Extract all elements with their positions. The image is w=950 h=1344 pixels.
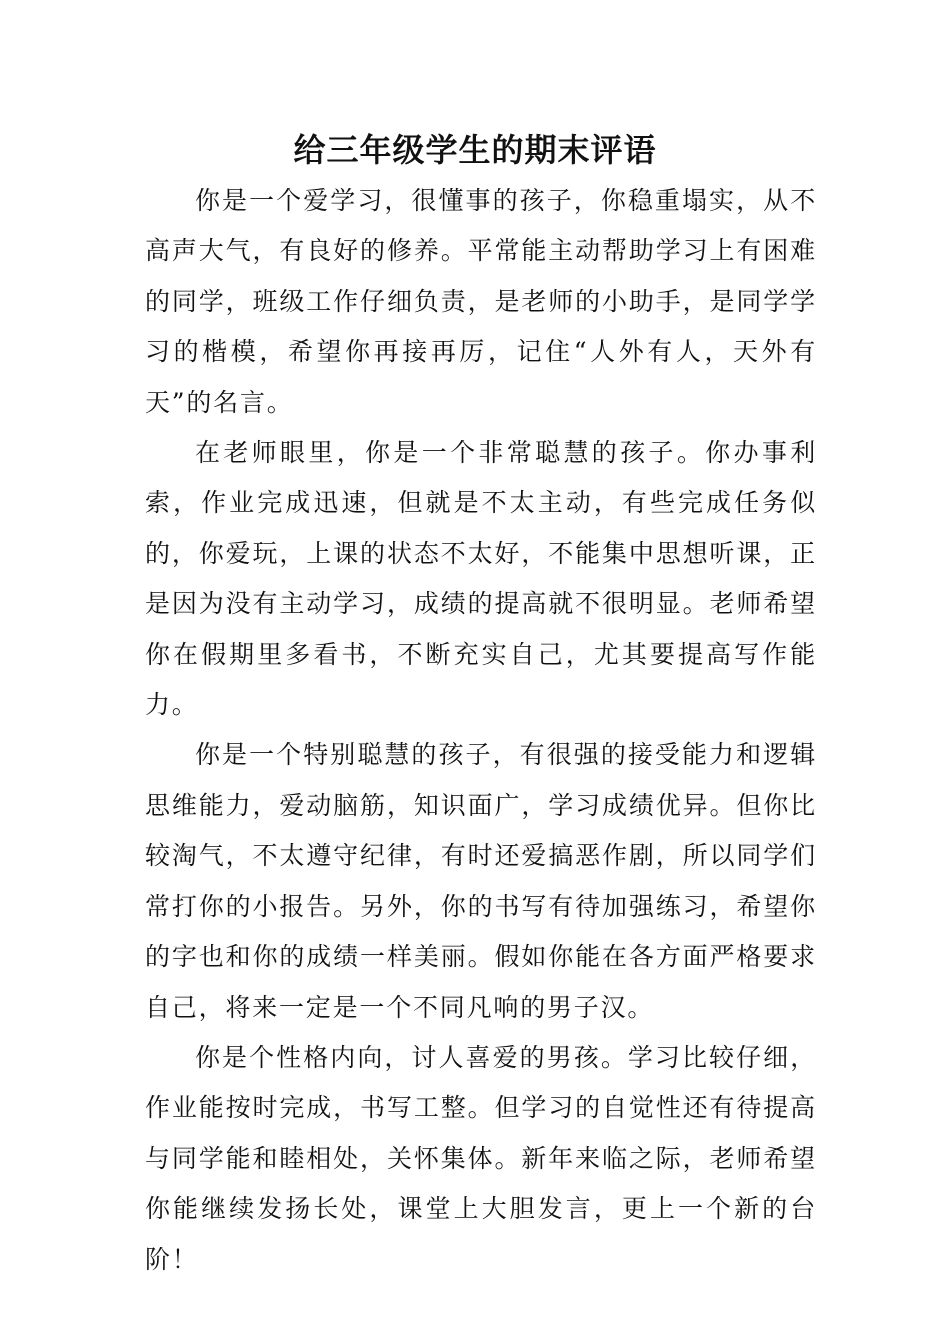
paragraph-1: 你是一个爱学习，很懂事的孩子，你稳重塌实，从不高声大气，有良好的修养。平常能主动帮助学习上有困难的同学，班级工作仔细负责，是老师的小助手，是同学学习的楷模，希望你再接再厉，记住“人外有人，天外有天”的名言。 <box>145 186 817 417</box>
document-title: 给三年级学生的期末评语 <box>293 131 657 169</box>
paragraph-4: 你是个性格内向，讨人喜爱的男孩。学习比较仔细，作业能按时完成，书写工整。但学习的自觉性还有待提高与同学能和睦相处，关怀集体。新年来临之际，老师希望你能继续发扬长处，课堂上大胆发言，更上一个新的台阶！ <box>145 1042 817 1274</box>
paragraph-2: 在老师眼里，你是一个非常聪慧的孩子。你办事利索，作业完成迅速，但就是不太主动，有些完成任务似的，你爱玩，上课的状态不太好，不能集中思想听课，正是因为没有主动学习，成绩的提高就不很明显。老师希望你在假期里多看书，不断充实自己，尤其要提高写作能力。 <box>145 438 817 720</box>
paragraph-3: 你是一个特别聪慧的孩子，有很强的接受能力和逻辑思维能力，爱动脑筋，知识面广，学习成绩优异。但你比较淘气，不太遵守纪律，有时还爱搞恶作剧，所以同学们常打你的小报告。另外，你的书写有待加强练习，希望你的字也和你的成绩一样美丽。假如你能在各方面严格要求自己，将来一定是一个不同凡响的男子汉。 <box>145 740 817 1022</box>
document-body <box>145 176 817 1285</box>
